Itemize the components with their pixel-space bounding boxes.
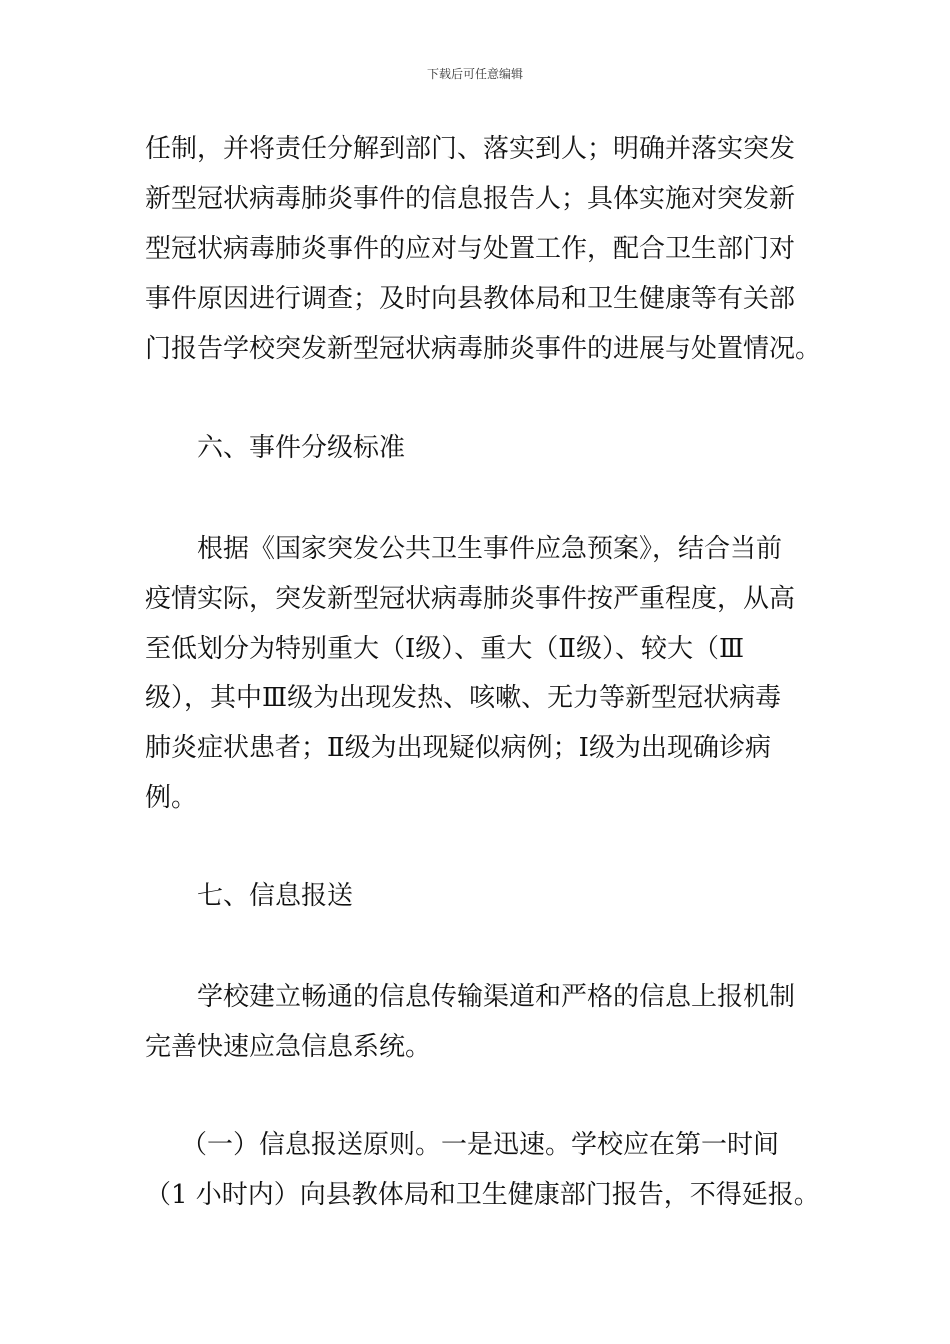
- paragraph-line: 疫情实际，突发新型冠状病毒肺炎事件按严重程度，从高: [145, 584, 796, 614]
- paragraph-line: 型冠状病毒肺炎事件的应对与处置工作，配合卫生部门对: [145, 234, 796, 264]
- page-header-note: 下载后可任意编辑: [426, 67, 523, 81]
- paragraph-line: （1 小时内）向县教体局和卫生健康部门报告，不得延报。: [145, 1180, 820, 1210]
- paragraph-line: 事件原因进行调查；及时向县教体局和卫生健康等有关部: [145, 284, 796, 314]
- paragraph-line: 新型冠状病毒肺炎事件的信息报告人；具体实施对突发新: [145, 184, 796, 214]
- paragraph-line: 完善快速应急信息系统。: [145, 1032, 432, 1062]
- section-heading: 六、事件分级标准: [197, 433, 406, 463]
- paragraph-line: 级），其中Ⅲ级为出现发热、咳嗽、无力等新型冠状病毒: [145, 683, 782, 713]
- paragraph-line: 任制，并将责任分解到部门、落实到人；明确并落实突发: [145, 134, 796, 164]
- paragraph-line: 肺炎症状患者；Ⅱ级为出现疑似病例；Ⅰ级为出现确诊病: [145, 733, 771, 763]
- paragraph-line: 至低划分为特别重大（Ⅰ级）、重大（Ⅱ级）、较大（Ⅲ: [145, 634, 745, 664]
- paragraph-line: （一）信息报送原则。一是迅速。学校应在第一时间: [181, 1130, 780, 1160]
- section-heading: 七、信息报送: [197, 881, 354, 911]
- paragraph-line: 根据《国家突发公共卫生事件应急预案》，结合当前: [197, 534, 783, 564]
- paragraph-line: 门报告学校突发新型冠状病毒肺炎事件的进展与处置情况。: [145, 334, 822, 364]
- paragraph-line: 学校建立畅通的信息传输渠道和严格的信息上报机制: [197, 982, 796, 1012]
- paragraph-line: 例。: [145, 783, 198, 813]
